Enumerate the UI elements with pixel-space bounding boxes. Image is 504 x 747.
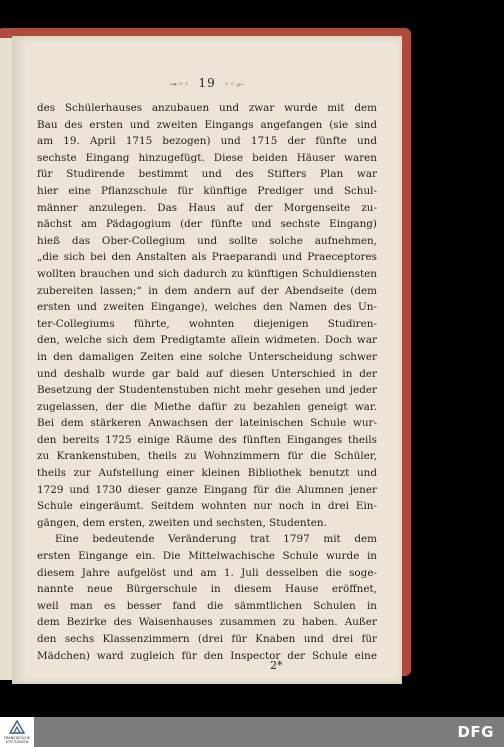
text-line: zubereiten lassen;“ in dem andern auf der Abendseite (dem <box>37 284 377 297</box>
logo-caption: FRANCKESCHE STIFTUNGEN <box>3 736 31 744</box>
viewer-footer-bar <box>0 717 504 747</box>
text-line: ersten und zweiten Eingange), welches den Namen des Un- <box>37 301 377 314</box>
text-line: männer anzulegen. Das Haus auf der Morgenseite zu- <box>37 201 377 214</box>
text-line: zugelassen, der die Miethe dafür zu bezahlen geneigt war. <box>37 400 377 413</box>
text-line: wollten brauchen und sich dadurch zu künftigen Schuldiensten <box>37 267 377 280</box>
text-line: Eine bedeutende Veränderung trat 1797 mit dem <box>55 533 377 546</box>
text-line: den bereits 1725 einige Räume des fünften Einganges theils <box>37 433 377 446</box>
printer-signature-mark: 2* <box>270 659 283 672</box>
page-number: 19 <box>198 76 216 90</box>
page-header <box>12 76 402 90</box>
text-line: am 19. April 1715 bezogen) und 1715 der fünfte und <box>37 135 377 148</box>
text-line: zu Krankenstuben, theils zu Wohnzimmern für die Schüler, <box>37 450 377 463</box>
text-line: Besetzung der Studentenstuben nicht mehr gesehen und jeder <box>37 384 377 397</box>
book-page <box>12 36 402 684</box>
text-line: nächst am Pädagogium (der fünfte und sechste Eingang) <box>37 218 377 231</box>
text-line: „die sich bei den Anstalten als Praeparandi und Praeceptores <box>37 251 377 264</box>
ornament-right-icon: ◦◦⟜ <box>223 80 245 90</box>
text-line: hieß das Ober-Collegium und sollte solche aufnehmen, <box>37 234 377 247</box>
text-line: für Studirende bestimmt und des Stifters Plan war <box>37 168 377 181</box>
page-text <box>37 100 377 664</box>
text-line: und deshalb wurde gar bald auf diesen Unterschied in der <box>37 367 377 380</box>
dfg-logo[interactable]: DFG <box>457 723 494 741</box>
text-line: Mädchen) ward zugleich für den Inspector der Schule eine <box>37 649 377 662</box>
text-line: Bau des ersten und zweiten Eingangs angefangen (sie sind <box>37 118 377 131</box>
text-line: dem Bezirke des Waisenhauses zusammen zu haben. Außer <box>37 616 377 629</box>
text-line: diesem Jahre aufgelöst und am 1. Juli desselben die soge- <box>37 566 377 579</box>
text-line: den, welche sich dem Predigtamte allein widmeten. Doch war <box>37 334 377 347</box>
text-line: weil man es besser fand die sämmtlichen Schulen in <box>37 599 377 612</box>
ornament-left-icon: ⊸◦◦ <box>169 80 191 90</box>
text-line: Schule eingeräumt. Seitdem wohnten nur noch in drei Ein- <box>37 500 377 513</box>
text-line: Bei dem stärkeren Anwachsen der lateinischen Schule wur- <box>37 417 377 430</box>
institution-logo[interactable] <box>0 717 34 747</box>
text-line: gängen, dem ersten, zweiten und sechsten, Studenten. <box>37 516 327 529</box>
text-line: nannte neue Bürgerschule in diesem Hause eröffnet, <box>37 583 377 596</box>
franckesche-logo-icon <box>9 720 25 734</box>
text-line: 1729 und 1730 dieser ganze Eingang für die Alumnen jener <box>37 483 377 496</box>
text-line: hier eine Pflanzschule für künftige Prediger und Schul- <box>37 184 377 197</box>
text-line: theils zur Aufstellung einer kleinen Bibliothek benutzt und <box>37 467 377 480</box>
text-line: ersten Eingange ein. Die Mittelwachische Schule wurde in <box>37 550 377 563</box>
text-line: den sechs Klassenzimmern (drei für Knaben und drei für <box>37 633 377 645</box>
text-line: des Schülerhauses anzubauen und zwar wurde mit dem <box>37 102 377 114</box>
text-line: in den damaligen Zeiten eine solche Unterscheidung schwer <box>37 350 377 363</box>
text-line: sechste Eingang hinzugefügt. Diese beiden Häuser waren <box>37 151 377 164</box>
text-line: ter-Collegiums führte, wohnten diejenigen Studiren- <box>37 317 377 330</box>
